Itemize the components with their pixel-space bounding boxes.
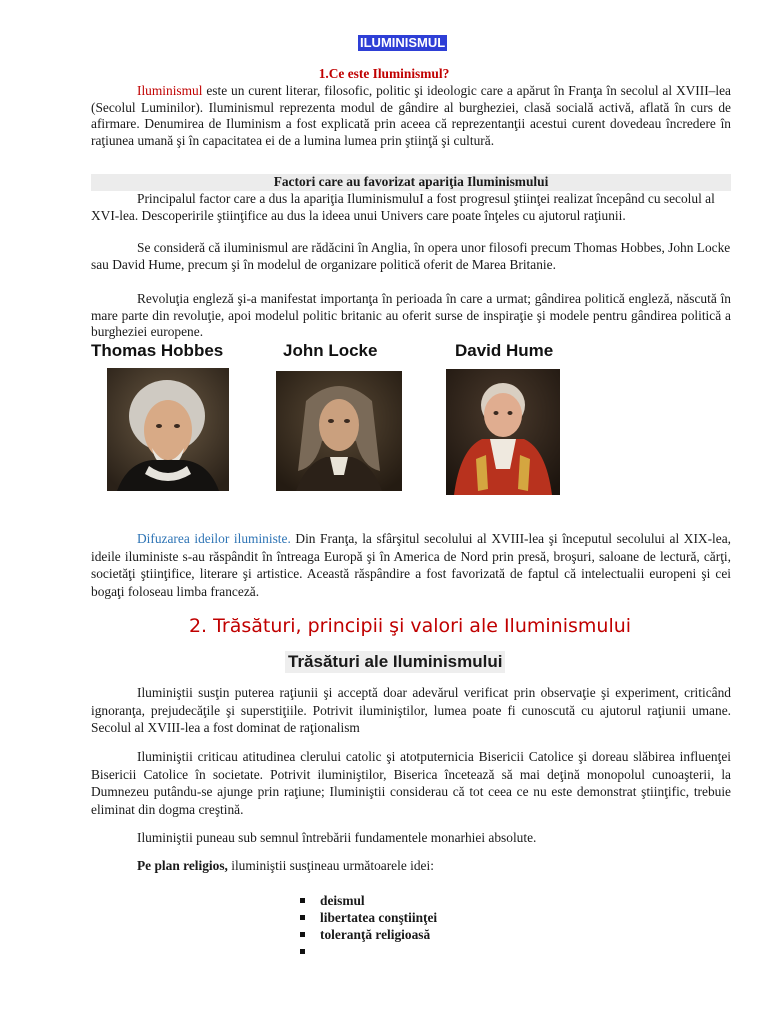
traits-paragraph-3: Iluminiştii puneau sub semnul întrebării fundamentele monarhiei absolute. bbox=[137, 830, 537, 845]
bullet-square-icon bbox=[300, 949, 305, 954]
bullet-square-icon bbox=[300, 932, 305, 937]
factor-paragraph-2: Se consideră că iluminismul are rădăcini în Anglia, în opera unor filosofi precum Thomas Hobbes, John Locke sau David Hume, precum şi în modelul de organizare politică oferit de Marea Britanie. bbox=[91, 240, 731, 272]
religious-ideas-intro bbox=[137, 858, 737, 875]
list-item: libertatea conştiinţei bbox=[298, 909, 598, 926]
religious-ideas-list bbox=[298, 892, 598, 960]
list-item: toleranţă religioasă bbox=[298, 926, 598, 943]
factors-heading: Factori care au favorizat apariţia Iluminismului bbox=[91, 174, 731, 191]
page-title: ILUMINISMUL bbox=[360, 35, 446, 50]
intro-text: este un curent literar, filosofic, politic şi ideologic care a apărut în Franţa în secolul al XVIII–lea (Secolul Luminilor). Iluminismul reprezenta modul de gândire al burgheziei, clasă socială activă, aflată în curs de afirmare. Denumirea de Iluminism a fost explicată prin aceea că reprezentanţii acestui curent dovedeau încredere în raţiunea umană şi în capacitatea ei de a lumina lumea prin ştiinţă şi cultură. bbox=[91, 83, 731, 149]
philosopher-name-locke: John Locke bbox=[283, 341, 378, 360]
traits-paragraph-2: Iluminiştii criticau atitudinea clerului catolic şi atotputernicia Bisericii Catolice şi doreau slăbirea influenţei Bisericii Catolice în societate. Potrivit iluminiştilor, Biserica încetează să mai deţină monopolul cunoaşterii, la Dumnezeu putându-se ajunge prin raţiune; Iluminiştii considerau că tot ceea ce nu este demonstrat ştiinţific, trebuie eliminat din dogma creştină. bbox=[91, 749, 731, 817]
list-item bbox=[298, 943, 598, 960]
philosopher-name-hume: David Hume bbox=[455, 341, 554, 360]
factor-paragraph-3: Revoluţia engleză şi-a manifestat importanţa în perioada în care a urmat; gândirea politică engleză, născută în mare parte din revoluţie, apoi modelul politic britanic au oferit surse de inspiraţie şi modele pentru gândirea politică a burgheziei europene. bbox=[91, 291, 731, 340]
religious-lead: Pe plan religios, bbox=[137, 858, 228, 873]
intro-term: Iluminismul bbox=[137, 83, 203, 98]
spread-text: Din Franţa, la sfârşitul secolului al XVIII-lea şi începutul secolului al XIX-lea, ideile iluministe s-au răspândit în întreaga Europă şi în America de Nord prin presă, broşuri, saloane de lectură, cărţi, societăţi ştiinţifice, literare şi artistice. Această răspândire a fost favorizată de faptul că intelectualii europeni şi cei bogaţi foloseau limba franceză. bbox=[91, 531, 731, 599]
factor-paragraph-1: Principalul factor care a dus la apariţia IluminismuluI a fost progresul ştiinţei realizat începând cu secolul al XVI-lea. Descoperirile ştiinţifice au dus la ideea unui Univers care poate înţeles cu ajutorul raţiunii. bbox=[91, 191, 715, 223]
bullet-square-icon bbox=[300, 915, 305, 920]
traits-subheading: Trăsături ale Iluminismului bbox=[285, 651, 505, 673]
section-1-heading: 1.Ce este Iluminismul? bbox=[318, 66, 450, 81]
traits-paragraph-1: Iluminiştii susţin puterea raţiunii şi acceptă doar adevărul verificat prin observaţie şi experiment, criticând ignoranţa, prejudecăţile şi superstiţiile. Potrivit iluminiştilor, lumea poate fi cunoscută cu ajutorul raţiunii umane. Secolul al XVIII-lea a fost dominat de raţionalism bbox=[91, 685, 731, 735]
section-2-heading: 2. Trăsături, principii şi valori ale Iluminismului bbox=[188, 615, 632, 637]
spread-lead: Difuzarea ideilor iluministe. bbox=[137, 531, 291, 546]
hobbes-portrait bbox=[107, 368, 229, 491]
locke-portrait bbox=[276, 371, 402, 491]
religious-rest: iluminiştii susţineau următoarele idei: bbox=[227, 858, 434, 873]
list-item: deismul bbox=[298, 892, 598, 909]
intro-paragraph bbox=[91, 83, 731, 150]
spread-paragraph bbox=[91, 530, 731, 600]
hume-portrait bbox=[446, 369, 560, 495]
philosopher-name-hobbes: Thomas Hobbes bbox=[91, 341, 224, 360]
bullet-square-icon bbox=[300, 898, 305, 903]
